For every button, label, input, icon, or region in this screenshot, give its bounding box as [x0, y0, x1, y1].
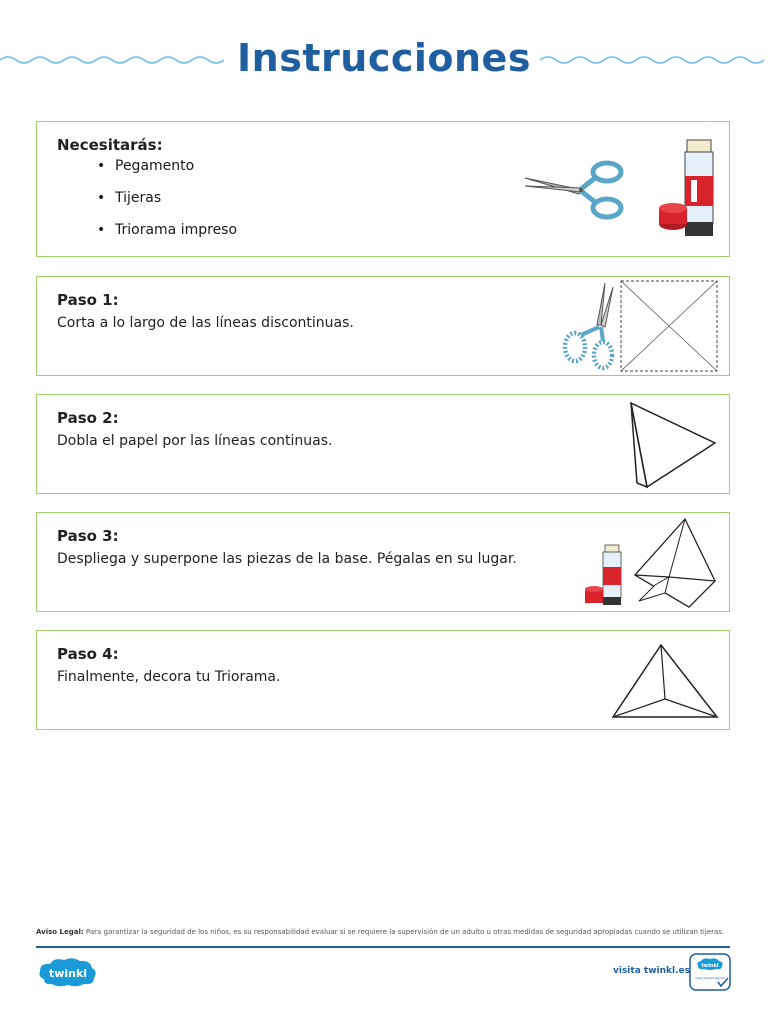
page-title: Instrucciones: [237, 36, 531, 80]
folded-paper-icon: [627, 399, 721, 491]
scissors-icon: [523, 156, 627, 224]
finished-triorama-icon: [609, 641, 721, 721]
step-title: Paso 4:: [57, 645, 119, 663]
logo-text: twinkl: [48, 967, 88, 980]
glue-stick-icon: [583, 543, 625, 607]
materials-list: [97, 156, 237, 252]
step-box-3: [36, 512, 730, 612]
step-title: Paso 3:: [57, 527, 119, 545]
step-text: Corta a lo largo de las líneas discontinuas.: [57, 315, 354, 331]
glue-stick-icon: [657, 136, 727, 240]
triorama-template-icon: [619, 279, 719, 373]
badge-brand-text: twinkl: [701, 963, 719, 969]
triorama-assembling-icon: [625, 515, 725, 609]
materials-title: Necesitarás:: [57, 136, 163, 154]
step-box-4: [36, 630, 730, 730]
step-text: Finalmente, decora tu Triorama.: [57, 669, 281, 685]
step-title: Paso 2:: [57, 409, 119, 427]
step-box-1: [36, 276, 730, 376]
footer-divider: [36, 946, 730, 948]
twinkl-logo[interactable]: [36, 955, 100, 989]
badge-text: Quality Standard Approved: [695, 977, 725, 980]
list-item: • Pegamento: [97, 156, 237, 188]
step-text: Despliega y superpone las piezas de la base. Pégalas en su lugar.: [57, 551, 517, 567]
materials-box: [36, 121, 730, 257]
legal-notice: [36, 928, 736, 936]
list-item: • Tijeras: [97, 188, 237, 220]
legal-label: Aviso Legal:: [36, 928, 84, 936]
list-item: • Triorama impreso: [97, 220, 237, 252]
legal-text: Para garantizar la seguridad de los niños, es su responsabilidad evaluar si se requiere la supervisión de un adulto u otras medidas de seguridad apropiadas cuando se utilizan tijeras.: [85, 928, 725, 936]
step-text: Dobla el papel por las líneas continuas.: [57, 433, 333, 449]
page-header: [0, 0, 768, 110]
wave-decoration-right: [540, 50, 768, 70]
step-box-2: [36, 394, 730, 494]
step-title: Paso 1:: [57, 291, 119, 309]
scissors-cutting-icon: [557, 281, 627, 373]
quality-badge: [688, 952, 732, 992]
visit-link[interactable]: visita twinkl.es: [613, 966, 690, 976]
